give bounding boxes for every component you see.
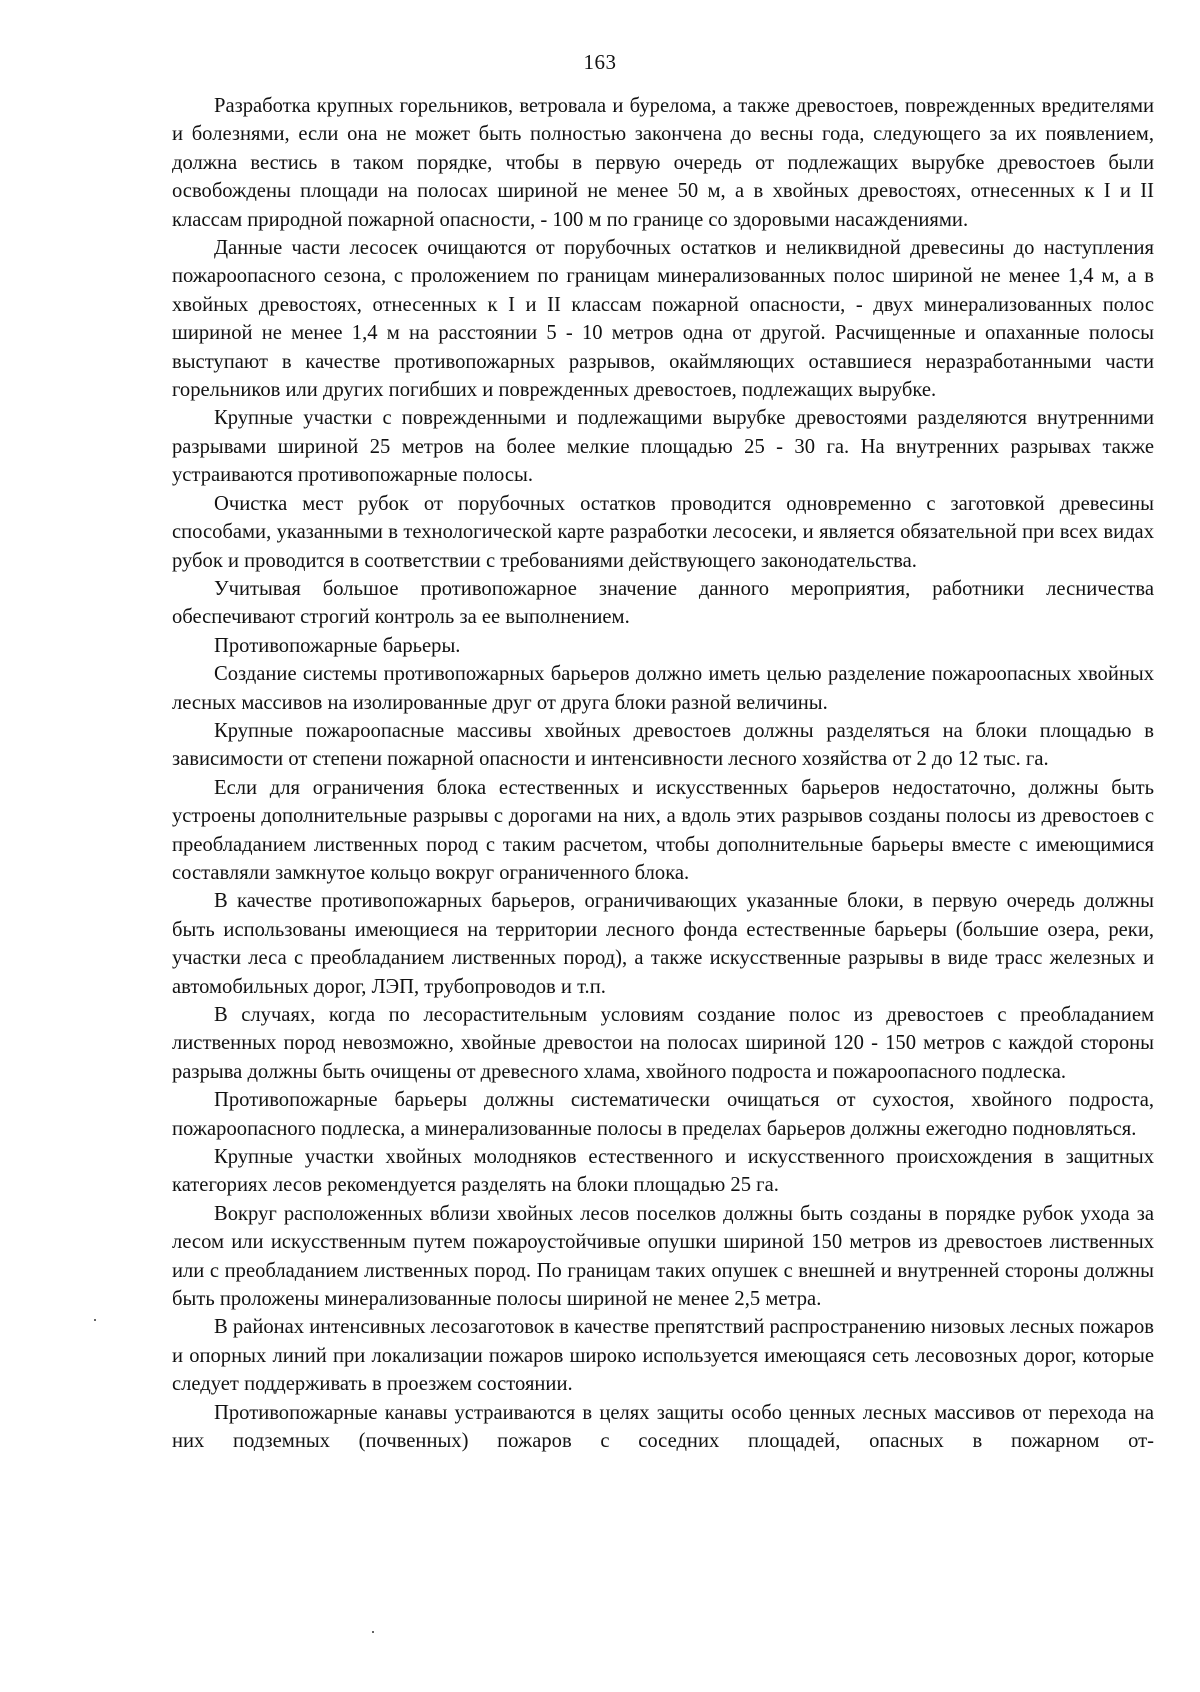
section-heading-fire-barriers: Противопожарные барьеры. — [214, 634, 461, 657]
paragraph-1: Разработка крупных горельников, ветровала и бурелома, а также древостоев, поврежденных вредителями и болезнями, если она не может быть полностью закончена до весны года, следующего за их появлением, должна вестись в таком порядке, чтобы в первую очередь от подлежащих вырубке древостоев были освобождены площади на полосах шириной не менее 50 м, а в хвойных древостоях, отнесенных к I и II классам природной пожарной опасности, - 100 м по границе со здоровыми насаждениями. — [172, 95, 1154, 231]
paragraph-2: Данные части лесосек очищаются от порубочных остатков и неликвидной древесины до наступления пожароопасного сезона, с проложением по границам минерализованных полос шириной не менее 1,4 м, а в хвойных древостоях, отнесенных к I и II классам пожарной опасности, - двух минерализованных полос шириной не менее 1,4 м на расстоянии 5 - 10 метров одна от другой. Расчищенные и опаханные полосы выступают в качестве противопожарных разрывов, окаймляющих оставшиеся неразработанными части горельников или других погибших и поврежденных древостоев, подлежащих вырубке. — [172, 237, 1154, 402]
paragraph-13: Крупные участки хвойных молодняков естественного и искусственного происхождения в защитных категориях лесов рекомендуется разделять на блоки площадью 25 га. — [172, 1146, 1154, 1197]
paragraph-15: В районах интенсивных лесозаготовок в качестве препятствий распространению низовых лесных пожаров и опорных линий при локализации пожаров широко используется имеющаяся сеть лесовозных дорог, которые следует поддерживать в проезжем состоянии. — [172, 1316, 1154, 1396]
paragraph-4: Очистка мест рубок от порубочных остатков проводится одновременно с заготовкой древесины способами, указанными в технологической карте разработки лесосеки, и является обязательной при всех видах рубок и проводится в соответствии с требованиями действующего законодательства. — [172, 492, 1154, 572]
body-text — [172, 92, 1154, 1456]
paragraph-16: Противопожарные канавы устраиваются в целях защиты особо ценных лесных массивов от перехода на них подземных (почвенных) пожаров с соседних площадей, опасных в пожарном от- — [172, 1401, 1154, 1453]
paragraph-3: Крупные участки с поврежденными и подлежащими вырубке древостоями разделяются внутренними разрывами шириной 25 метров на более мелкие площадью 25 - 30 га. На внутренних разрывах также устраиваются противопожарные полосы. — [172, 407, 1154, 487]
paragraph-5: Учитывая большое противопожарное значение данного мероприятия, работники лесничества обеспечивают строгий контроль за ее выполнением. — [172, 577, 1154, 629]
scan-speck — [94, 1319, 96, 1321]
paragraph-8: Крупные пожароопасные массивы хвойных древостоев должны разделяться на блоки площадью в зависимости от степени пожарной опасности и интенсивности лесного хозяйства от 2 до 12 тыс. га. — [172, 719, 1154, 771]
scan-speck — [372, 1631, 374, 1633]
paragraph-10: В качестве противопожарных барьеров, ограничивающих указанные блоки, в первую очередь должны быть использованы имеющиеся на территории лесного фонда естественные барьеры (большие озера, реки, участки леса с преобладанием лиственных пород), а также искусственные разрывы в виде трасс железных и автомобильных дорог, ЛЭП, трубопроводов и т.п. — [172, 890, 1154, 998]
paragraph-14: Вокруг расположенных вблизи хвойных лесов поселков должны быть созданы в порядке рубок ухода за лесом или искусственным путем пожароустойчивые опушки шириной 150 метров из древостоев лиственных или с преобладанием лиственных пород. По границам таких опушек с внешней и внутренней стороны должны быть проложены минерализованные полосы шириной не менее 2,5 метра. — [172, 1202, 1154, 1311]
paragraph-12: Противопожарные барьеры должны систематически очищаться от сухостоя, хвойного подроста, пожароопасного подлеска, а минерализованные полосы в пределах барьеров должны ежегодно подновляться. — [172, 1089, 1154, 1140]
paragraph-11: В случаях, когда по лесорастительным условиям создание полос из древостоев с преобладанием лиственных пород невозможно, хвойные древостои на полосах шириной 120 - 150 метров с каждой стороны разрыва должны быть очищены от древесного хлама, хвойного подроста и пожароопасного подлеска. — [172, 1004, 1154, 1083]
paragraph-7: Создание системы противопожарных барьеров должно иметь целью разделение пожароопасных хвойных лесных массивов на изолированные друг от друга блоки разной величины. — [172, 663, 1154, 714]
paragraph-9: Если для ограничения блока естественных и искусственных барьеров недостаточно, должны быть устроены дополнительные разрывы с дорогами на них, а вдоль этих разрывов созданы полосы из древостоев с преобладанием лиственных пород с таким расчетом, чтобы дополнительные барьеры вместе с имеющимися составляли замкнутое кольцо вокруг ограниченного блока. — [172, 776, 1154, 884]
page-number: 163 — [583, 50, 617, 74]
